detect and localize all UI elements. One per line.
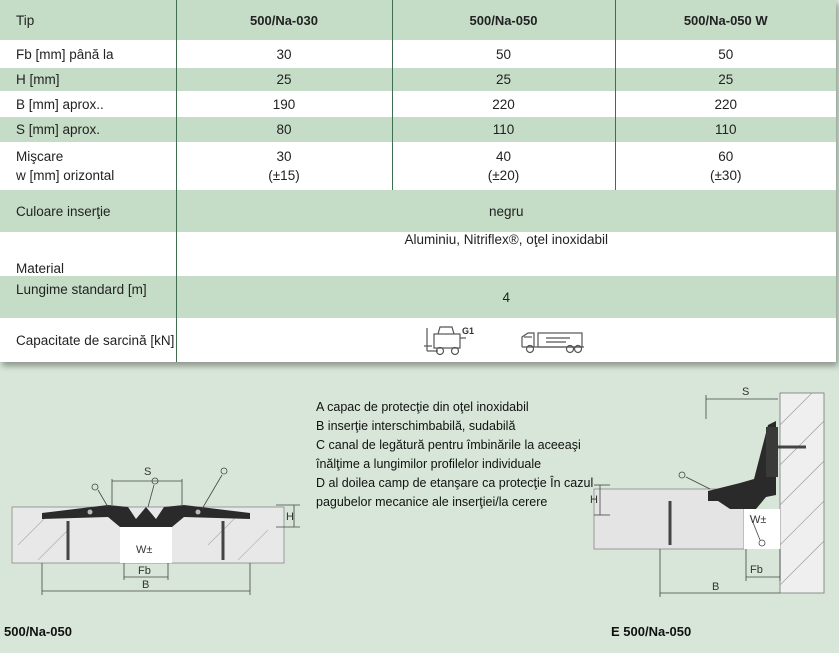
table-row-material	[0, 232, 836, 276]
dim-fb-label: Fb	[138, 565, 151, 577]
miscare-value	[392, 142, 615, 190]
table-row-culoare	[0, 190, 836, 232]
row-value: 220	[615, 91, 836, 117]
legend-item-b: B inserţie interschimbabilă, sudabilă	[316, 419, 516, 433]
caption-left: 500/Na-050	[4, 624, 72, 639]
forklift-icon	[422, 324, 474, 356]
table-row-miscare	[0, 142, 836, 190]
culoare-label: Culoare inserţie	[0, 190, 176, 232]
dim-w-label: W±	[750, 514, 767, 526]
header-col-1: 500/Na-030	[176, 0, 392, 40]
table-row	[0, 117, 836, 142]
forklift-class-label: G1	[462, 326, 475, 336]
miscare-label-line2: w [mm] orizontal	[16, 168, 115, 183]
legend-item-a: A capac de protecţie din oţel inoxidabil	[316, 400, 529, 414]
miscare-value-main: 40	[495, 149, 512, 164]
table-row-lungime	[0, 276, 836, 318]
capacitate-label: Capacitate de sarcină [kN]	[0, 318, 176, 362]
capacitate-icons	[176, 318, 836, 362]
legend-item-d: D al doilea camp de etanşare ca protecţie În cazul pagubelor mecanice ale inserţiei/la cerere	[316, 476, 594, 509]
dim-s-label: S	[144, 466, 152, 478]
table-row	[0, 68, 836, 91]
material-label: Material	[0, 232, 176, 276]
row-value: 30	[176, 40, 392, 68]
caption-right: E 500/Na-050	[611, 624, 692, 639]
miscare-value-main: 60	[718, 149, 734, 164]
dim-s-label: S	[742, 386, 750, 398]
miscare-value-range: (±20)	[487, 168, 520, 183]
miscare-label	[0, 142, 176, 190]
row-value: 50	[615, 40, 836, 68]
legend	[316, 398, 596, 512]
table-row-capacitate	[0, 318, 836, 362]
row-label: S [mm] aprox.	[0, 117, 176, 142]
row-label: H [mm]	[0, 68, 176, 91]
dim-w-label: W±	[136, 544, 153, 556]
dim-fb-label: Fb	[750, 564, 763, 576]
row-value: 220	[392, 91, 615, 117]
section-drawing-left	[8, 395, 308, 605]
dim-b-label: B	[142, 579, 150, 591]
dim-h-label: H	[590, 494, 598, 506]
row-value: 190	[176, 91, 392, 117]
material-value: Aluminiu, Nitriflex®, oţel inoxidabil	[176, 232, 836, 276]
row-value: 50	[392, 40, 615, 68]
dim-b-label: B	[712, 581, 720, 593]
dim-h-label: H	[286, 511, 294, 523]
row-value: 25	[176, 68, 392, 91]
header-col-2: 500/Na-050	[392, 0, 615, 40]
row-value: 25	[392, 68, 615, 91]
table-header-row	[0, 0, 836, 40]
culoare-value: negru	[176, 190, 836, 232]
table-row	[0, 91, 836, 117]
table-row	[0, 40, 836, 68]
truck-icon	[518, 325, 590, 355]
row-value: 25	[615, 68, 836, 91]
lungime-value: 4	[176, 276, 836, 318]
section-drawing-right	[590, 385, 830, 605]
miscare-label-line1: Mişcare	[16, 149, 64, 164]
miscare-value-range: (±30)	[710, 168, 742, 183]
legend-item-c: C canal de legătură pentru îmbinările la aceeaşi înălţime a lungimilor profilelor individuale	[316, 438, 581, 471]
header-col-3: 500/Na-050 W	[615, 0, 836, 40]
row-label: Fb [mm] până la	[0, 40, 176, 68]
header-label: Tip	[0, 0, 176, 40]
row-value: 80	[176, 117, 392, 142]
row-label: B [mm] aprox..	[0, 91, 176, 117]
miscare-value-main: 30	[276, 149, 292, 164]
miscare-value	[615, 142, 836, 190]
lungime-label: Lungime standard [m]	[0, 276, 176, 318]
miscare-value-range: (±15)	[268, 168, 300, 183]
row-value: 110	[392, 117, 615, 142]
miscare-value	[176, 142, 392, 190]
row-value: 110	[615, 117, 836, 142]
